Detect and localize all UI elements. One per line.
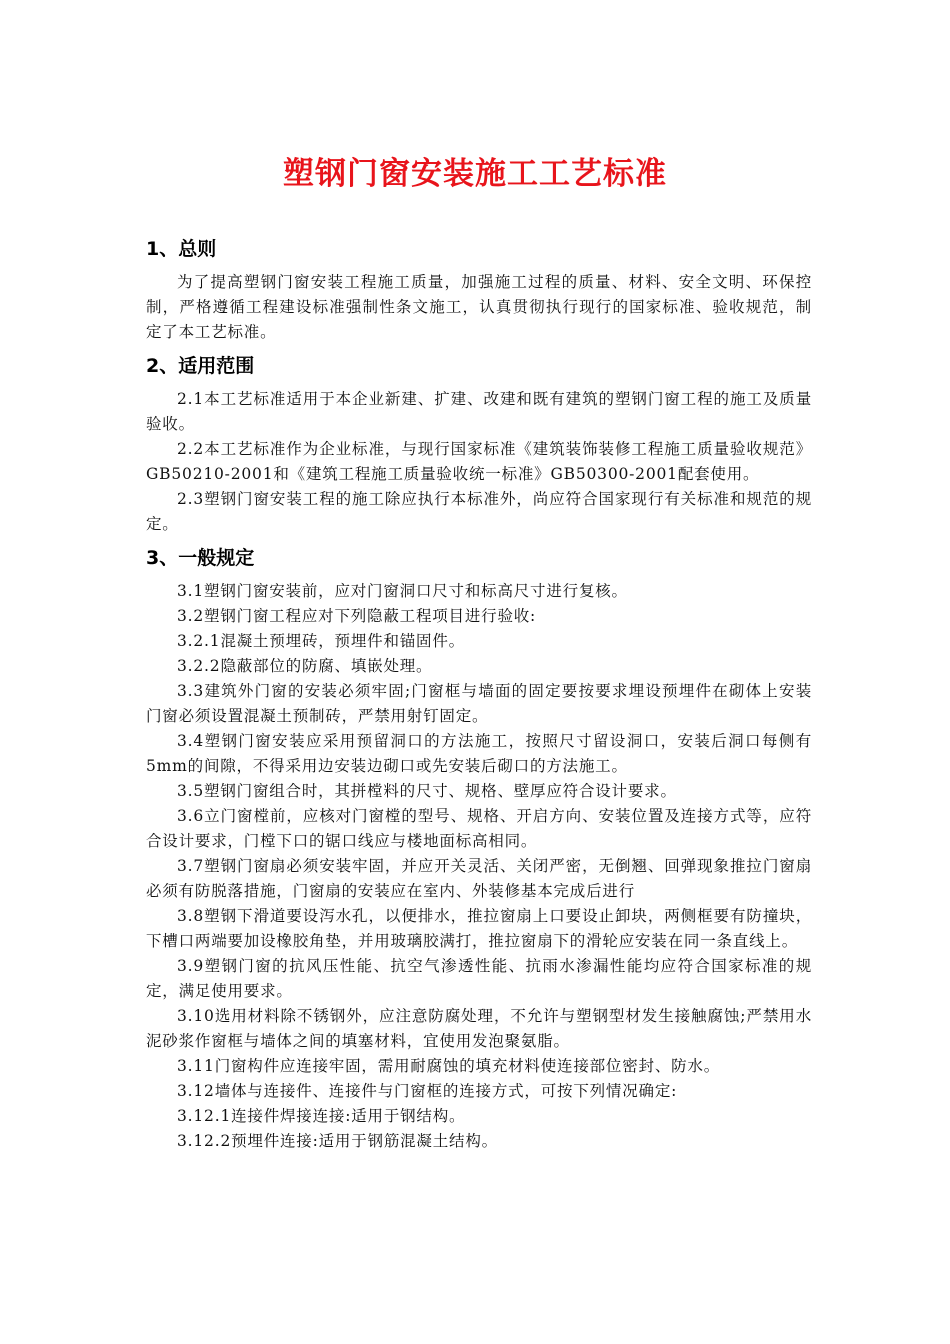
paragraph: 3.12.2预埋件连接:适用于钢筋混凝土结构。 xyxy=(177,1132,498,1150)
section-heading: 1、总则 xyxy=(146,238,217,260)
document-body xyxy=(146,232,812,1154)
paragraph: 3.11门窗构件应连接牢固，需用耐腐蚀的填充材料使连接部位密封、防水。 xyxy=(177,1057,721,1075)
paragraph: 3.1塑钢门窗安装前，应对门窗洞口尺寸和标高尺寸进行复核。 xyxy=(177,582,628,600)
paragraph: 3.6立门窗樘前，应核对门窗樘的型号、规格、开启方向、安装位置及连接方式等，应符合设计要求，门樘下口的锯口线应与楼地面标高相同。 xyxy=(146,807,812,850)
section-heading: 2、适用范围 xyxy=(146,355,255,377)
paragraph: 3.2.2隐蔽部位的防腐、填嵌处理。 xyxy=(177,657,433,675)
paragraph: 3.12.1连接件焊接连接:适用于钢结构。 xyxy=(177,1107,466,1125)
paragraph: 3.5塑钢门窗组合时，其拼樘料的尺寸、规格、壁厚应符合设计要求。 xyxy=(177,782,677,800)
section-heading: 3、一般规定 xyxy=(146,547,255,569)
document-title: 塑钢门窗安装施工工艺标准 xyxy=(283,156,667,192)
paragraph: 2.3塑钢门窗安装工程的施工除应执行本标准外，尚应符合国家现行有关标准和规范的规定。 xyxy=(146,490,812,533)
paragraph: 3.4塑钢门窗安装应采用预留洞口的方法施工，按照尺寸留设洞口，安装后洞口每侧有5mm的间隙，不得采用边安装边砌口或先安装后砌口的方法施工。 xyxy=(146,732,812,775)
paragraph: 3.2.1混凝土预埋砖，预埋件和锚固件。 xyxy=(177,632,465,650)
paragraph: 3.3建筑外门窗的安装必须牢固;门窗框与墙面的固定要按要求埋设预埋件在砌体上安装门窗必须设置混凝土预制砖，严禁用射钉固定。 xyxy=(146,682,812,725)
paragraph: 为了提高塑钢门窗安装工程施工质量，加强施工过程的质量、材料、安全文明、环保控制，严格遵循工程建设标准强制性条文施工，认真贯彻执行现行的国家标准、验收规范，制定了本工艺标准。 xyxy=(146,273,812,341)
paragraph: 2.1本工艺标准适用于本企业新建、扩建、改建和既有建筑的塑钢门窗工程的施工及质量验收。 xyxy=(146,390,812,433)
paragraph: 3.12墙体与连接件、连接件与门窗框的连接方式，可按下列情况确定: xyxy=(177,1082,678,1100)
paragraph: 3.8塑钢下滑道要设泻水孔，以便排水，推拉窗扇上口要设止卸块，两侧框要有防撞块，下槽口两端要加设橡胶角垫，并用玻璃胶满打，推拉窗扇下的滑轮应安装在同一条直线上。 xyxy=(146,907,812,950)
paragraph: 3.10选用材料除不锈钢外，应注意防腐处理，不允许与塑钢型材发生接触腐蚀;严禁用水泥砂浆作窗框与墙体之间的填塞材料，宜使用发泡聚氨脂。 xyxy=(146,1007,812,1050)
paragraph: 3.2塑钢门窗工程应对下列隐蔽工程项目进行验收: xyxy=(177,607,537,625)
paragraph: 3.9塑钢门窗的抗风压性能、抗空气渗透性能、抗雨水渗漏性能均应符合国家标准的规定，满足使用要求。 xyxy=(146,957,812,1000)
paragraph: 3.7塑钢门窗扇必须安装牢固，并应开关灵活、关闭严密，无倒翘、回弹现象推拉门窗扇必须有防脱落措施，门窗扇的安装应在室内、外装修基本完成后进行 xyxy=(146,857,812,900)
paragraph: 2.2本工艺标准作为企业标准，与现行国家标准《建筑装饰装修工程施工质量验收规范》GB50210-2001和《建筑工程施工质量验收统一标准》GB50300-2001配套使用。 xyxy=(146,440,812,483)
